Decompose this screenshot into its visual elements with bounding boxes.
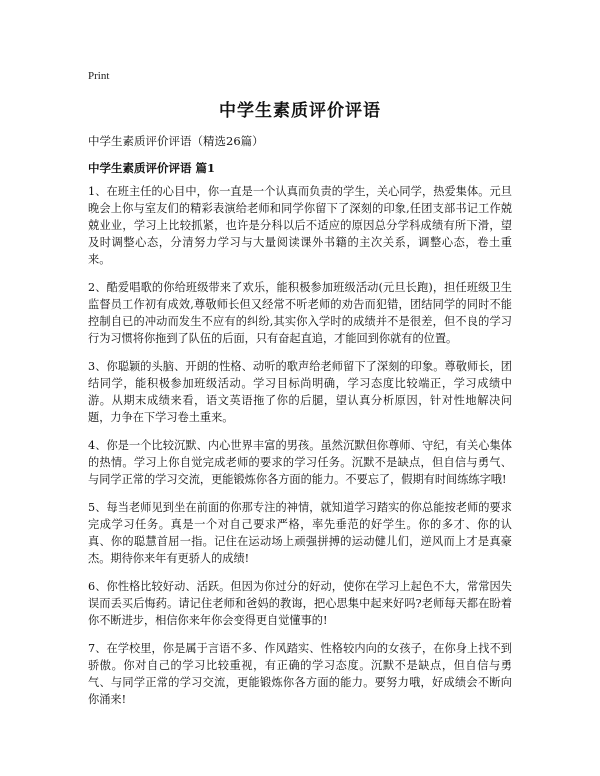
paragraph-5: 5、每当老师见到坐在前面的你那专注的神情，就知道学习踏实的你总能按老师的要求完成学习任务。真是一个对自己要求严格，率先垂范的好学生。你的多才、你的认真、你的聪慧首屈一指。记住在运动场上顽强拼搏的运动健儿们，逆风而上才是真豪杰。期待你来年有更骄人的成绩! bbox=[88, 501, 512, 565]
paragraph-6: 6、你性格比较好动、活跃。但因为你过分的好动，使你在学习上起色不大，常常因失误而丢买后悔药。请记住老师和爸妈的教诲，把心思集中起来好吗?老师每天都在盼着你不断进步，相信你来年你会变得更自觉懂事的! bbox=[88, 580, 512, 627]
document-subtitle: 中学生素质评价评语（精选26篇） bbox=[88, 134, 264, 148]
paragraph-list bbox=[88, 183, 512, 719]
paragraph-1: 1、在班主任的心目中，你一直是一个认真而负责的学生，关心同学，热爱集体。元旦晚会上你与室友们的精彩表演给老师和同学你留下了深刻的印象,任团支部书记工作兢兢业业，学习上比较抓紧，也许是分科以后不适应的原因总分学科成绩有所下滑，望及时调整心态，分清努力学习与大量阅读课外书籍的主次关系，调整心态，卷土重来。 bbox=[88, 185, 512, 266]
document-title: 中学生素质评价评语 bbox=[219, 101, 381, 121]
paragraph-7: 7、在学校里，你是属于言语不多、作风踏实、性格较内向的女孩子，在你身上找不到骄傲。你对自己的学习比较重视，有正确的学习态度。沉默不是缺点，但自信与勇气、与同学正常的学习交流，更能锻炼你各方面的能力。要努力哦，好成绩会不断向你涌来! bbox=[88, 642, 512, 706]
section-heading: 中学生素质评价评语 篇1 bbox=[88, 161, 216, 175]
paragraph-2: 2、酷爱唱歌的你给班级带来了欢乐，能积极参加班级活动(元旦长跑)，担任班级卫生监督员工作初有成效,尊敬师长但又经常不听老师的劝告而犯错，团结同学的同时不能控制自已的冲动而发生不应有的纠纷,其实你入学时的成绩并不是很差，但不良的学习行为习惯将你拖到了队伍的后面，只有奋起直追，才能回到你就有的位置。 bbox=[88, 281, 512, 345]
paragraph-4: 4、你是一个比较沉默、内心世界丰富的男孩。虽然沉默但你尊师、守纪，有关心集体的热情。学习上你自觉完成老师的要求的学习任务。沉默不是缺点，但自信与勇气、与同学正常的学习交流，更能锻炼你各方面的能力。不要忘了，假期有时间练练字哦! bbox=[88, 439, 512, 486]
paragraph-3: 3、你聪颖的头脑、开朗的性格、动听的歌声给老师留下了深刻的印象。尊敬师长，团结同学，能积极参加班级活动。学习目标尚明确，学习态度比较端正，学习成绩中游。从期末成绩来看，语文英语拖了你的后腿，望认真分析原因，针对性地解决问题，力争在下学习卷土重来。 bbox=[88, 360, 512, 424]
print-link[interactable]: Print bbox=[88, 70, 110, 82]
